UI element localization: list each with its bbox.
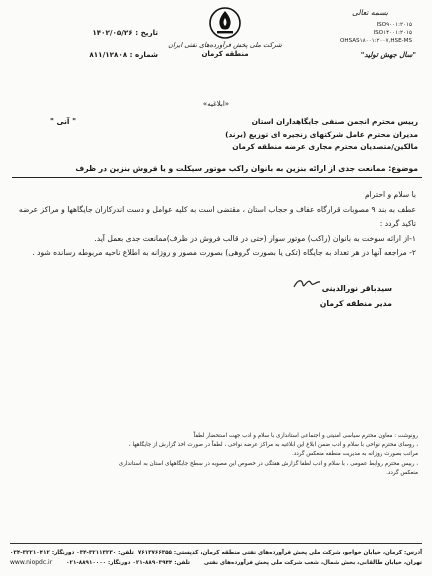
body-paragraph: عطف به بند ۹ مصوبات قرارگاه عفاف و حجاب استان ، مقتضی است به کلیه عوامل و دست اندرکاران جایگاهها و مراکز عرضه تاکید گردد : bbox=[18, 204, 416, 228]
handwritten-signature-icon bbox=[292, 275, 322, 291]
number-label: شماره : bbox=[129, 50, 158, 59]
copy-line: ، روسای محترم نواحی با سلام و ادب ضمن ابلاغ این ابلاغیه به مراکز عرضه نواحی ، لطفاً در صورت اخذ گزارش از جایگاهها ، bbox=[128, 442, 418, 449]
iso-line: ISO۹۰۰۱:۲۰۱۵ bbox=[376, 22, 412, 28]
copy-line: رونوشت : معاون محترم سیاسی امنیتی و اجتماعی استانداری با سلام و ادب جهت استحضار لطفاً bbox=[193, 433, 418, 439]
year-motto: "سال جهش تولید" bbox=[360, 51, 416, 59]
footer-row bbox=[10, 558, 422, 568]
iso-certifications bbox=[286, 21, 416, 45]
niopdc-logo-icon bbox=[208, 6, 242, 40]
subject-line: موضوع: ممانعت جدی از ارائه بنزین به بانوان راکب موتور سیکلت و یا فروش بنزین در ظرف bbox=[75, 163, 418, 173]
recipient-line: مدیران محترم عامل شرکتهای زنجیره ای توزیع (برند) bbox=[225, 129, 418, 139]
letter-body bbox=[10, 188, 422, 261]
footer-phone: تلفن: ۳۲۱۱۳۲۳۰-۰۳۴ دورنگار: ۳۲۲۱۰۴۱۲-۰۳۴ bbox=[10, 550, 134, 556]
letter-meta bbox=[18, 22, 158, 66]
footer-address: تهران، خیابان طالقانی، بخش شمال، شعب شرکت ملی پخش فرآورده‌های نفتی bbox=[203, 560, 422, 566]
region-name: منطقه کرمان bbox=[201, 50, 249, 58]
number-value: ۸۱۱/۱۲۸۰۸ bbox=[89, 50, 128, 59]
footer-row bbox=[10, 548, 422, 558]
date-value: ۱۴۰۲/۰۵/۲۶ bbox=[92, 28, 133, 37]
copy-line: ، رییس محترم روابط عمومی ، با سلام و ادب لطفا گزارش هفتگی در خصوص این مصوبه در سطح جایگاههای استان به استانداری bbox=[118, 460, 418, 467]
greeting: با سلام و احترام bbox=[364, 190, 416, 199]
body-paragraph: ۱-از ارائه سوخت به بانوان (راکب) موتور سوار (حتی در قالب فروش در ظرف)ممانعت جدی بعمل آید. bbox=[94, 233, 416, 243]
bismillah-text: بسمه تعالی bbox=[351, 8, 388, 17]
footer-phone: تلفن: ۸۸۹۰۳۹۴۴-۰۲۱ دورنگار: ۸۸۹۱۰۰۰۰-۰۲۱ bbox=[66, 560, 190, 566]
date-label: تاریخ : bbox=[135, 28, 158, 37]
signer-name: سیدباقر نورالدینی bbox=[321, 283, 392, 293]
iso-line: ISO۱۴۰۰۱:۲۰۱۵ bbox=[373, 30, 412, 36]
recipient-line: مالکین/متصدیان محترم مجاری عرضه منطقه کرمان bbox=[232, 142, 418, 151]
website-link[interactable]: www.niopdc.ir bbox=[10, 559, 53, 566]
recipients-block bbox=[10, 116, 422, 154]
notice-label: «ابلاغیه» bbox=[202, 100, 230, 108]
iso-line: OHSAS۱۸۰۰۱:۲۰۰۷,HSE-MS bbox=[339, 38, 412, 44]
letterhead bbox=[10, 6, 422, 102]
number-row bbox=[18, 44, 158, 66]
body-paragraph: ۲- مراجعه آنها در هر تعداد به جایگاه (تکی یا بصورت گروهی) بصورت مصور و روزانه به اطلاع ناحیه مربوطه رسانده شود . bbox=[32, 248, 416, 257]
letter-footer bbox=[10, 543, 422, 568]
date-row bbox=[18, 22, 158, 44]
company-name: شرکت ملی پخش فرآورده‌های نفتی ایران bbox=[168, 41, 282, 49]
signature-block bbox=[10, 281, 422, 311]
copy-line: منعکس گردد. bbox=[386, 469, 418, 476]
subject-divider bbox=[12, 177, 422, 179]
recipient-line: رییس محترم انجمن صنفی جایگاهداران استان bbox=[251, 117, 418, 126]
letterhead-right bbox=[286, 8, 416, 59]
signer-title: مدیر منطقه کرمان bbox=[319, 298, 392, 308]
carbon-copies bbox=[16, 432, 418, 478]
urgency-tag: " آنی " bbox=[50, 117, 77, 126]
copy-line: مراتب بصورت روزانه به مدیریت منطقه منعکس گردد. bbox=[291, 451, 418, 458]
letterhead-logo-block bbox=[160, 6, 290, 58]
footer-address: آدرس: کرمان، خیابان خواجو، شرکت ملی پخش فرآورده‌های نفتی منطقه کرمان، کدپستی: ۷۶۱۳۷۶۶۳۵۵ bbox=[137, 550, 422, 556]
